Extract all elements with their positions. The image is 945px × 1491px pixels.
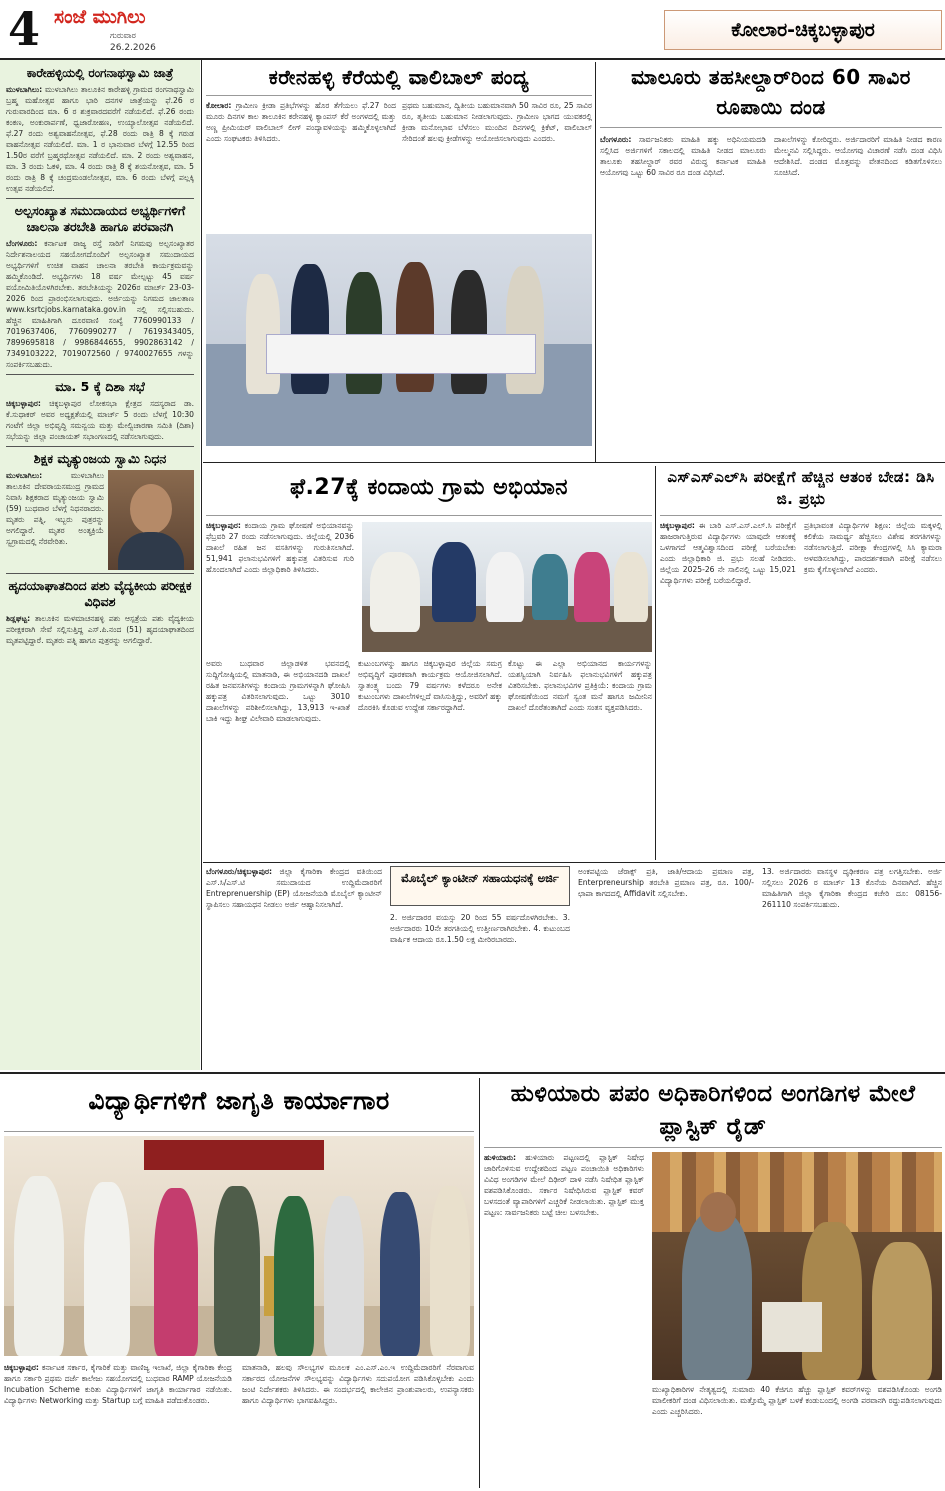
mobile-canteen-headline: ಮೊಬೈಲ್ ಕ್ಯಾಂಟೀನ್ ಸಹಾಯಧನಕ್ಕೆ ಅರ್ಜಿ [401,871,559,885]
column-rule [595,62,596,462]
dateline: ಚಿಕ್ಕಬಳ್ಳಾಪುರ: [6,399,41,408]
section-rule [0,1072,945,1074]
obituary-photo [108,470,194,570]
dateline: ಹುಳಿಯಾರು: [484,1153,517,1162]
dateline: ಮುಳಬಾಗಿಲು: [6,471,43,480]
volleyball-story [206,62,592,462]
dateline: ಚಿಕ್ಕಬಳ್ಳಾಪುರ: [660,521,695,530]
kandaya-story [206,466,652,860]
meeting-photo [362,522,652,652]
column-rule [479,1078,480,1488]
section-title: ಕೋಲಾರ-ಚಿಕ್ಕಬಳ್ಳಾಪುರ [731,19,875,41]
sidebar-headline-1: ಕಾರೇಹಳ್ಳಿಯಲ್ಲಿ ರಂಗನಾಥಸ್ವಾಮಿ ಜಾತ್ರೆ [26,66,174,80]
story-body: ಮಾತನಾಡಿ, ಹಲವು ಸೌಲಭ್ಯಗಳ ಮೂಲಕ ಎಂ.ಎಸ್.ಎಂ.ಇ ಉದ್ದಿಮೆದಾರರಿಗೆ ನೆರವಾಗುವ ಸರ್ಕಾರದ ಯೋಜನೆಗಳ ಸೌಲಭ್ಯವನ್ನು ವಿದ್ಯಾರ್ಥಿಗಳು ಸದುಪಯೋಗ ಪಡಿಸಿಕೊಳ್ಳಬೇಕು ಎಂದು ಜಂಟಿ ನಿರ್ದೇಶಕರು ತಿಳಿಸಿದರು. ಈ ಸಂದರ್ಭದಲ್ಲಿ ಕಾಲೇಜಿನ ಪ್ರಾಂಶುಪಾಲರು, ಉಪನ್ಯಾಸಕರು ಹಾಗೂ ವಿದ್ಯಾರ್ಥಿಗಳು ಭಾಗವಹಿಸಿದ್ದರು. [242,1363,474,1405]
malur-story [600,62,942,462]
story-body: ಗ್ರಾಮೀಣ ಕ್ರೀಡಾ ಪ್ರತಿಭೆಗಳನ್ನು ಹೊರ ತೆಗೆಯಲು ಫೆ.27 ರಿಂದ ಮೂರು ದಿನಗಳ ಕಾಲ ತಾಲೂಕಿನ ಕರೇನಹಳ್ಳಿ ಕ್ಯಾಂಪಸ್ ಕೆರೆ ಅಂಗಳದಲ್ಲಿ ಮತ್ತು ಅಣ್ಣ ಪ್ರೀಮಿಯರ್ ವಾಲಿಬಾಲ್ ಲೀಗ್ ಪಂದ್ಯಾವಳಿಯನ್ನು ಹಮ್ಮಿಕೊಳ್ಳಲಾಗಿದೆ ಎಂದು ಸಂಘಟಕರು ತಿಳಿಸಿದರು. [206,101,396,143]
workshop-headline: ವಿದ್ಯಾರ್ಥಿಗಳಿಗೆ ಜಾಗೃತಿ ಕಾರ್ಯಾಗಾರ [4,1078,474,1132]
story-body: 13. ಅರ್ಜಿದಾರರು ವಾಸಸ್ಥಳ ದೃಢೀಕರಣ ಪತ್ರ ಲಗತ್ತಿಸಬೇಕು. ಅರ್ಜಿ ಸಲ್ಲಿಸಲು 2026 ರ ಮಾರ್ಚ್ 13 ಕೊನೆಯ ದಿನವಾಗಿದೆ. ಹೆಚ್ಚಿನ ಮಾಹಿತಿಗಾಗಿ ಜಿಲ್ಲಾ ಕೈಗಾರಿಕಾ ಕೇಂದ್ರದ ಕಚೇರಿ ದೂ: 08156-261110 ಸಂಪರ್ಕಿಸಬಹುದು. [762,867,942,909]
story-body: ಈ ಬಾರಿ ಎಸ್.ಎಸ್.ಎಲ್.ಸಿ ಪರೀಕ್ಷೆಗೆ ಹಾಜರಾಗುತ್ತಿರುವ ವಿದ್ಯಾರ್ಥಿಗಳು ಯಾವುದೇ ಆತಂಕಕ್ಕೆ ಒಳಗಾಗದೆ ಆತ್ಮವಿಶ್ವಾಸದಿಂದ ಪರೀಕ್ಷೆ ಬರೆಯಬೇಕು ಎಂದು ಜಿಲ್ಲಾಧಿಕಾರಿ ಜಿ. ಪ್ರಭು ಸಲಹೆ ನೀಡಿದರು. ಜಿಲ್ಲೆಯ 2025-26 ನೇ ಸಾಲಿನಲ್ಲಿ ಒಟ್ಟು 15,021 ವಿದ್ಯಾರ್ಥಿಗಳು ಪರೀಕ್ಷೆ ಬರೆಯಲಿದ್ದಾರೆ. [660,521,796,585]
story-body: ಮುಖ್ಯಾಧಿಕಾರಿಗಳ ನೇತೃತ್ವದಲ್ಲಿ ಸುಮಾರು 40 ಕೆಜಿಗೂ ಹೆಚ್ಚು ಪ್ಲಾಸ್ಟಿಕ್ ಕವರ್‌ಗಳನ್ನು ವಶಪಡಿಸಿಕೊಂಡು ಅಂಗಡಿ ಮಾಲೀಕರಿಗೆ ದಂಡ ವಿಧಿಸಲಾಯಿತು. ಮತ್ತೊಮ್ಮೆ ಪ್ಲಾಸ್ಟಿಕ್ ಬಳಕೆ ಕಂಡುಬಂದಲ್ಲಿ ಅಂಗಡಿ ಪರವಾನಗಿ ರದ್ದುಪಡಿಸಲಾಗುವುದು ಎಂದು ಎಚ್ಚರಿಸಿದರು. [652,1385,942,1416]
sidebar-story-1 [6,66,194,194]
section-banner [664,10,942,50]
volleyball-photo [206,234,592,446]
plastic-headline: ಹುಳಿಯಾರು ಪಪಂ ಅಧಿಕಾರಿಗಳಿಂದ ಅಂಗಡಿಗಳ ಮೇಲೆ ಪ್ಲಾಸ್ಟಿಕ್ ರೈಡ್ [484,1078,942,1148]
section-rule [203,862,945,863]
sidebar-headline-3: ಮಾ. 5 ಕ್ಕೆ ದಿಶಾ ಸಭೆ [55,379,145,394]
story-body: ಸಾರ್ವಜನಿಕರು ಮಾಹಿತಿ ಹಕ್ಕು ಅಧಿನಿಯಮದಡಿ ಸಲ್ಲಿಸಿದ ಅರ್ಜಿಗಳಿಗೆ ಸಕಾಲದಲ್ಲಿ ಮಾಹಿತಿ ನೀಡದ ಮಾಲೂರು ತಾಲೂಕು ತಹಸೀಲ್ದಾರ್ ರವರ ವಿರುದ್ಧ ಕರ್ನಾಟಕ ಮಾಹಿತಿ ಆಯೋಗವು ಒಟ್ಟು 60 ಸಾವಿರ ರೂ ದಂಡ ವಿಧಿಸಿದೆ. [600,135,766,177]
column-rule [655,466,656,860]
story-body: ತಾಲೂಕಿನ ಮಳಮಾಚನಹಳ್ಳಿ ಪಶು ಆಸ್ಪತ್ರೆಯ ಪಶು ವೈದ್ಯಕೀಯ ಪರೀಕ್ಷಕರಾಗಿ ಸೇವೆ ಸಲ್ಲಿಸುತ್ತಿದ್ದ ಎಸ್.ಪಿ.ನಂದ (51) ಹೃದಯಾಘಾತದಿಂದ ಮೃತಪಟ್ಟಿದ್ದಾರೆ. ಮೃತರು ಪತ್ನಿ ಹಾಗೂ ಪುತ್ರರನ್ನು ಅಗಲಿದ್ದಾರೆ. [6,614,194,645]
volleyball-headline: ಕರೇನಹಳ್ಳಿ ಕೆರೆಯಲ್ಲಿ ವಾಲಿಬಾಲ್ ಪಂದ್ಯ [206,62,592,96]
plastic-raid-photo [652,1152,942,1380]
dateline: ಮುಳಬಾಗಿಲು: [6,85,43,94]
story-body: ಕರ್ನಾಟಕ ಸರ್ಕಾರ, ಕೈಗಾರಿಕೆ ಮತ್ತು ವಾಣಿಜ್ಯ ಇಲಾಖೆ, ಜಿಲ್ಲಾ ಕೈಗಾರಿಕಾ ಕೇಂದ್ರ ಹಾಗೂ ಸರ್ಕಾರಿ ಪ್ರಥಮ ದರ್ಜೆ ಕಾಲೇಜು ಸಹಯೋಗದಲ್ಲಿ ಬುಧವಾರ RAMP ಯೋಜನೆಯಡಿ Incubation Scheme ಕುರಿತು ವಿದ್ಯಾರ್ಥಿಗಳಿಗೆ ಜಾಗೃತಿ ಕಾರ್ಯಾಗಾರ ನಡೆಯಿತು. ವಿದ್ಯಾರ್ಥಿಗಳು Networking ಮತ್ತು Startup ಬಗ್ಗೆ ಮಾಹಿತಿ ಪಡೆದುಕೊಂಡರು. [4,1363,232,1405]
sidebar-story-5 [6,578,194,646]
dateline: ಚಿಕ್ಕಬಳ್ಳಾಪುರ: [206,521,241,530]
plastic-story [484,1078,942,1488]
masthead [0,0,945,60]
story-body: ಜಿಲ್ಲಾ ಕೈಗಾರಿಕಾ ಕೇಂದ್ರದ ವತಿಯಿಂದ ಎಸ್.ಸಿ/ಎಸ್.ಟಿ ಸಮುದಾಯದ ಉದ್ದಿಮೆದಾರರಿಗೆ Entreprenuership (EP) ಯೋಜನೆಯಡಿ ಮೊಬೈಲ್ ಕ್ಯಾಂಟೀನ್ ಸ್ಥಾಪಿಸಲು ಸಹಾಯಧನ ನೀಡಲು ಅರ್ಜಿ ಆಹ್ವಾನಿಸಲಾಗಿದೆ. [206,867,383,909]
dateline: ಬೆಂಗಳೂರು: [6,239,38,248]
story-body: ಕುಟುಂಬಗಳನ್ನು ಹಾಗೂ ಚಿಕ್ಕಬಳ್ಳಾಪುರ ಜಿಲ್ಲೆಯ ಸಮಗ್ರ ಅಭಿವೃದ್ಧಿಗೆ ಪೂರಕವಾಗಿ ಕಾರ್ಯಕ್ರಮ ಆಯೋಜಿಸಲಾಗಿದೆ. ಸ್ವಾತಂತ್ರ್ಯ ಬಂದು 79 ವರ್ಷಗಳು ಕಳೆದರೂ ಅನೇಕ ಕುಟುಂಬಗಳು ದಾಖಲೆಗಳಿಲ್ಲದೆ ವಾಸಿಸುತ್ತಿದ್ದು, ಅವರಿಗೆ ಹಕ್ಕು ದೊರಕಿಸಿ ಕೊಡುವ ಉದ್ದೇಶ ಸರ್ಕಾರದ್ದಾಗಿದೆ. [358,659,502,712]
dateline: ಶಿಡ್ಲಘಟ್ಟ: [6,614,31,623]
sslc-story [660,466,942,860]
dateline: ಚಿಕ್ಕಬಳ್ಳಾಪುರ: [4,1363,39,1372]
story-body: ಮುಳಬಾಗಿಲು ತಾಲೂಕಿನ ದೇವರಾಯಸಮುದ್ರ ಗ್ರಾಮದ ನಿವಾಸಿ ಶಿಕ್ಷಕರಾದ ಮೃತ್ಯುಂಜಯ ಸ್ವಾಮಿ (59) ಬುಧವಾರ ಬೆಳಗ್ಗೆ ನಿಧನರಾದರು. ಮೃತರು ಪತ್ನಿ, ಇಬ್ಬರು ಪುತ್ರರನ್ನು ಅಗಲಿದ್ದಾರೆ. ಮೃತರ ಅಂತ್ಯಕ್ರಿಯೆ ಸ್ವಗ್ರಾಮದಲ್ಲಿ ನೆರವೇರಿತು. [6,471,104,546]
workshop-story [4,1078,474,1488]
sidebar-story-3 [6,379,194,442]
paper-logo [54,4,204,34]
kandaya-headline: ಫೆ.27ಕ್ಕೆ ಕಂದಾಯ ಗ್ರಾಮ ಅಭಿಯಾನ [206,466,652,516]
story-body: ಕಂದಾಯ ಗ್ರಾಮ ಘೋಷಣೆ ಅಭಿಯಾನವನ್ನು ಫೆಬ್ರವರಿ 27 ರಂದು ನಡೆಸಲಾಗುವುದು. ಜಿಲ್ಲೆಯಲ್ಲಿ 2036 ದಾಖಲೆ ರಹಿತ ಜನ ವಸತಿಗಳನ್ನು ಗುರುತಿಸಲಾಗಿದೆ. 51,941 ಫಲಾನುಭವಿಗಳಿಗೆ ಹಕ್ಕುಪತ್ರ ವಿತರಿಸುವ ಗುರಿ ಹೊಂದಲಾಗಿದೆ ಎಂದು ಜಿಲ್ಲಾಧಿಕಾರಿ ತಿಳಿಸಿದರು. [206,521,354,574]
malur-headline: ಮಾಲೂರು ತಹಸೀಲ್ದಾರ್‌ರಿಂದ 60 ಸಾವಿರ ರೂಪಾಯಿ ದಂಡ [600,62,942,128]
dateline: ಕೋಲಾರ: [206,101,232,110]
story-body: ಕರ್ನಾಟಕ ರಾಜ್ಯ ರಸ್ತೆ ಸಾರಿಗೆ ನಿಗಮವು ಅಲ್ಪಸಂಖ್ಯಾತರ ನಿರ್ದೇಶನಾಲಯದ ಸಹಯೋಗದೊಂದಿಗೆ ಅಲ್ಪಸಂಖ್ಯಾತ ಸಮುದಾಯದ ಅಭ್ಯರ್ಥಿಗಳಿಗೆ ಉಚಿತ ವಾಹನ ಚಾಲನಾ ತರಬೇತಿ ಕಾರ್ಯಕ್ರಮವನ್ನು ಹಮ್ಮಿಕೊಂಡಿದೆ. ಅಭ್ಯರ್ಥಿಗಳು 18 ವರ್ಷ ಮೇಲ್ಪಟ್ಟು 45 ವರ್ಷ ವಯೋಮಿತಿಯೊಳಗಿರಬೇಕು. ತರಬೇತಿಯನ್ನು 2026ರ ಮಾರ್ಚ್ 23-03-2026 ರಿಂದ ಪ್ರಾರಂಭಿಸಲಾಗುವುದು. ಅರ್ಜಿಯನ್ನು ನಿಗಮದ ಜಾಲತಾಣ www.ksrtcjobs.karnataka.gov.in ನಲ್ಲಿ ಸಲ್ಲಿಸಬಹುದು. ಹೆಚ್ಚಿನ ಮಾಹಿತಿಗಾಗಿ ದೂರವಾಣಿ ಸಂಖ್ಯೆ 7760990133 / 7019637406, 7760990277 / 7619343405, 7899695818 / 9986844655, 9902863142 / 7349103222, 7019072560 / 9740027655 ಗಳನ್ನು ಸಂಪರ್ಕಿಸಬಹುದು. [6,239,194,369]
workshop-photo [4,1136,474,1356]
story-body: ಮುಳಬಾಗಿಲು ತಾಲೂಕಿನ ಕಾರೇಹಳ್ಳಿ ಗ್ರಾಮದ ರಂಗನಾಥಸ್ವಾಮಿ ಬ್ರಹ್ಮ ಮಹೋತ್ಸವ ಹಾಗೂ ಭಾರಿ ದನಗಳ ಜಾತ್ರೆಯನ್ನು ಫೆ.26 ರ ಗುರುವಾರದಿಂದ ಮಾ. 6 ರ ಶುಕ್ರವಾರದವರೆಗೆ ನಡೆಯಲಿದೆ. ಫೆ.26 ರಂದು ಕಂಕಣ, ಅಂಕುರಾರ್ಪಣೆ, ಧ್ವಜಾರೋಹಣ, ಉಯ್ಯಾಲೋತ್ಸವ ನಡೆಯಲಿದೆ. ಫೆ.27 ರಂದು ಅಶ್ವವಾಹನೋತ್ಸವ, ಫೆ.28 ರಂದು ರಾತ್ರಿ 8 ಕ್ಕೆ ಗರುಡ ವಾಹನೋತ್ಸವ ನಡೆಯಲಿದೆ. ಮಾ. 1 ರ ಭಾನುವಾರ ಬೆಳಗ್ಗೆ 12.55 ರಿಂದ 1.50ರ ವರೆಗೆ ಬ್ರಹ್ಮರಥೋತ್ಸವ ನಡೆಯಲಿದೆ. ಮಾ. 2 ರಂದು ಅಶ್ವವಾಹನ, ಮಾ. 3 ರಂದು ಓಕಳಿ, ಮಾ. 4 ರಂದು ರಾತ್ರಿ 8 ಕ್ಕೆ ಶಯನೋತ್ಸವ, ಮಾ. 5 ರಂದು ರಾತ್ರಿ 8 ಕ್ಕೆ ಚಂದ್ರಮಂಡಲೋತ್ಸವ, ಮಾ. 6 ರಂದು ಬೆಳಗ್ಗೆ ಪಲ್ಲಕ್ಕಿ ಉತ್ಸವ ನಡೆಯಲಿದೆ. [6,85,194,193]
page-number: 4 [8,2,41,56]
issue-date: 26.2.2026 [110,43,156,53]
story-body: ಚಿಕ್ಕಬಳ್ಳಾಪುರ ಲೋಕಸಭಾ ಕ್ಷೇತ್ರದ ಸದಸ್ಯರಾದ ಡಾ. ಕೆ.ಸುಧಾಕರ್ ಅವರ ಅಧ್ಯಕ್ಷತೆಯಲ್ಲಿ ಮಾರ್ಚ್ 5 ರಂದು ಬೆಳಗ್ಗೆ 10:30 ಗಂಟೆಗೆ ಜಿಲ್ಲಾ ಅಭಿವೃದ್ಧಿ ಸಮನ್ವಯ ಮತ್ತು ಮೇಲ್ವಿಚಾರಣಾ ಸಮಿತಿ (ದಿಶಾ) ಸಭೆಯನ್ನು ಜಿಲ್ಲಾ ಪಂಚಾಯತ್ ಸಭಾಂಗಣದಲ್ಲಿ ನಡೆಸಲಾಗುವುದು. [6,399,194,441]
sidebar-rule [201,60,202,1070]
story-body: ಹುಳಿಯಾರು ಪಟ್ಟಣದಲ್ಲಿ ಪ್ಲಾಸ್ಟಿಕ್ ನಿಷೇಧ ಜಾರಿಗೊಳಿಸುವ ಉದ್ದೇಶದಿಂದ ಪಟ್ಟಣ ಪಂಚಾಯಿತಿ ಅಧಿಕಾರಿಗಳು ವಿವಿಧ ಅಂಗಡಿಗಳ ಮೇಲೆ ದಿಢೀರ್ ದಾಳಿ ನಡೆಸಿ ನಿಷೇಧಿತ ಪ್ಲಾಸ್ಟಿಕ್ ವಶಪಡಿಸಿಕೊಂಡರು. ಸರ್ಕಾರ ನಿಷೇಧಿಸಿರುವ ಪ್ಲಾಸ್ಟಿಕ್ ಕವರ್ ಬಳಸದಂತೆ ವ್ಯಾಪಾರಿಗಳಿಗೆ ಎಚ್ಚರಿಕೆ ನೀಡಲಾಯಿತು. ಪ್ಲಾಸ್ಟಿಕ್ ಮುಕ್ತ ಪಟ್ಟಣ: ಸಾರ್ವಜನಿಕರು ಬಟ್ಟೆ ಚೀಲ ಬಳಸಬೇಕು. [484,1153,644,1217]
story-body: ಪ್ರಥಮ ಬಹುಮಾನ, ದ್ವಿತೀಯ ಬಹುಮಾನವಾಗಿ 50 ಸಾವಿರ ರೂ, 25 ಸಾವಿರ ರೂ, ತೃತೀಯ ಬಹುಮಾನ ನೀಡಲಾಗುವುದು. ಗ್ರಾಮೀಣ ಭಾಗದ ಯುವಕರಲ್ಲಿ ಕ್ರೀಡಾ ಮನೋಭಾವ ಬೆಳೆಸಲು ಮುಂದಿನ ದಿನಗಳಲ್ಲಿ ಕ್ರಿಕೆಟ್, ವಾಲಿಬಾಲ್ ಸೇರಿದಂತೆ ಹಲವು ಕ್ರೀಡೆಗಳನ್ನು ಆಯೋಜಿಸಲಾಗುವುದು ಎಂದರು. [402,101,592,143]
story-body: 2. ಅರ್ಜಿದಾರರ ವಯಸ್ಸು 20 ರಿಂದ 55 ವರ್ಷದೊಳಗಿರಬೇಕು. 3. ಅರ್ಜಿದಾರರು 10ನೇ ತರಗತಿಯಲ್ಲಿ ಉತ್ತೀರ್ಣರಾಗಿರಬೇಕು. 4. ಕುಟುಂಬದ ವಾರ್ಷಿಕ ಆದಾಯ ರೂ.1.50 ಲಕ್ಷ ಮೀರಿರಬಾರದು. [390,913,570,944]
sidebar-headline-5: ಹೃದಯಾಘಾತದಿಂದ ಪಶು ವೈದ್ಯಕೀಯ ಪರೀಕ್ಷಕ ವಿಧಿವಶ [8,578,192,609]
sidebar-story-2 [6,203,194,370]
sidebar-headline-2: ಅಲ್ಪಸಂಖ್ಯಾತ ಸಮುದಾಯದ ಅಭ್ಯರ್ಥಿಗಳಿಗೆ ಚಾಲನಾ ತರಬೇತಿ ಹಾಗೂ ಪರವಾನಗಿ [14,203,186,234]
story-body: ಪ್ರತಿಭಾವಂತ ವಿದ್ಯಾರ್ಥಿಗಳ ಶಿಕ್ಷಣ: ಜಿಲ್ಲೆಯ ಮಕ್ಕಳಲ್ಲಿ ಕಲಿಕೆಯ ಸಾಮರ್ಥ್ಯ ಹೆಚ್ಚಿಸಲು ವಿಶೇಷ ತರಗತಿಗಳನ್ನು ನಡೆಸಲಾಗುತ್ತಿದೆ. ಪರೀಕ್ಷಾ ಕೇಂದ್ರಗಳಲ್ಲಿ ಸಿಸಿ ಕ್ಯಾಮರಾ ಅಳವಡಿಸಲಾಗಿದ್ದು, ಪಾರದರ್ಶಕವಾಗಿ ಪರೀಕ್ಷೆ ನಡೆಸಲು ಕ್ರಮ ಕೈಗೊಳ್ಳಲಾಗಿದೆ ಎಂದರು. [804,521,942,574]
sidebar-story-4 [6,451,194,547]
mobile-canteen-headline-box [390,866,570,906]
sslc-headline: ಎಸ್‌ಎಸ್‌ಎಲ್‌ಸಿ ಪರೀಕ್ಷೆಗೆ ಹೆಚ್ಚಿನ ಆತಂಕ ಬೇಡ: ಡಿಸಿ ಜಿ. ಪ್ರಭು [660,466,942,516]
dateline: ಬೆಂಗಳೂರು: [600,135,632,144]
sidebar-headline-4: ಶಿಕ್ಷಕ ಮೃತ್ಯುಂಜಯ ಸ್ವಾಮಿ ನಿಧನ [33,451,167,466]
mobile-canteen-story [206,866,942,1066]
paper-name: ಸಂಜೆ ಮುಗಿಲು [54,6,146,28]
issue-day: ಗುರುವಾರ [110,31,136,40]
story-body: ದಾಖಲೆಗಳನ್ನು ಕೋರಿದ್ದರು. ಅರ್ಜಿದಾರರಿಗೆ ಮಾಹಿತಿ ನೀಡದ ಕಾರಣ ಮೇಲ್ಮನವಿ ಸಲ್ಲಿಸಿದ್ದರು. ಆಯೋಗವು ವಿಚಾರಣೆ ನಡೆಸಿ ದಂಡ ವಿಧಿಸಿ ಆದೇಶಿಸಿದೆ. ದಂಡದ ಮೊತ್ತವನ್ನು ವೇತನದಿಂದ ಕಡಿತಗೊಳಿಸಲು ಸೂಚಿಸಿದೆ. [774,135,942,177]
section-rule [203,462,945,463]
dateline: ಬೆಂಗಳೂರು/ಚಿಕ್ಕಬಳ್ಳಾಪುರ: [206,867,273,876]
story-body: ಅವರು ಬುಧವಾರ ಜಿಲ್ಲಾಡಳಿತ ಭವನದಲ್ಲಿ ಸುದ್ದಿಗೋಷ್ಠಿಯಲ್ಲಿ ಮಾತನಾಡಿ, ಈ ಅಭಿಯಾನದಡಿ ದಾಖಲೆ ರಹಿತ ಜನವಸತಿಗಳನ್ನು ಕಂದಾಯ ಗ್ರಾಮಗಳನ್ನಾಗಿ ಘೋಷಿಸಿ ಹಕ್ಕುಪತ್ರ ವಿತರಿಸಲಾಗುವುದು. ಒಟ್ಟು 3010 ದಾಖಲೆಗಳನ್ನು ಪರಿಶೀಲಿಸಲಾಗಿದ್ದು, 13,913 ಇ-ಖಾತೆ ಬಾಕಿ ಇದ್ದು ಶೀಘ್ರ ವಿಲೇವಾರಿ ಮಾಡಲಾಗುವುದು. [206,659,350,723]
sidebar [0,60,200,1070]
story-body: ಅಂಕಪಟ್ಟಿಯ ಜೆರಾಕ್ಸ್ ಪ್ರತಿ, ಜಾತಿ/ಆದಾಯ ಪ್ರಮಾಣ ಪತ್ರ, Enterpreneurship ತರಬೇತಿ ಪ್ರಮಾಣ ಪತ್ರ, ರೂ. 100/- ಛಾಪಾ ಕಾಗದದಲ್ಲಿ Affidavit ಸಲ್ಲಿಸಬೇಕು. [578,867,754,898]
story-body: ಕೊಟ್ಟು ಈ ಎಲ್ಲಾ ಅಭಿಯಾನದ ಕಾರ್ಯಗಳನ್ನು ಯಶಸ್ವಿಯಾಗಿ ನಿರ್ವಹಿಸಿ ಫಲಾನುಭವಿಗಳಿಗೆ ಹಕ್ಕುಪತ್ರ ವಿತರಿಸಬೇಕು. ಫಲಾನುಭವಿಗಳ ಪ್ರತಿಕ್ರಿಯೆ: ಕಂದಾಯ ಗ್ರಾಮ ಘೋಷಣೆಯಿಂದ ನಮಗೆ ಸ್ವಂತ ಮನೆ ಹಾಗೂ ಜಮೀನಿನ ದಾಖಲೆ ದೊರೆತಂತಾಗಿದೆ ಎಂದು ಸಂತಸ ವ್ಯಕ್ತಪಡಿಸಿದರು. [508,659,652,712]
